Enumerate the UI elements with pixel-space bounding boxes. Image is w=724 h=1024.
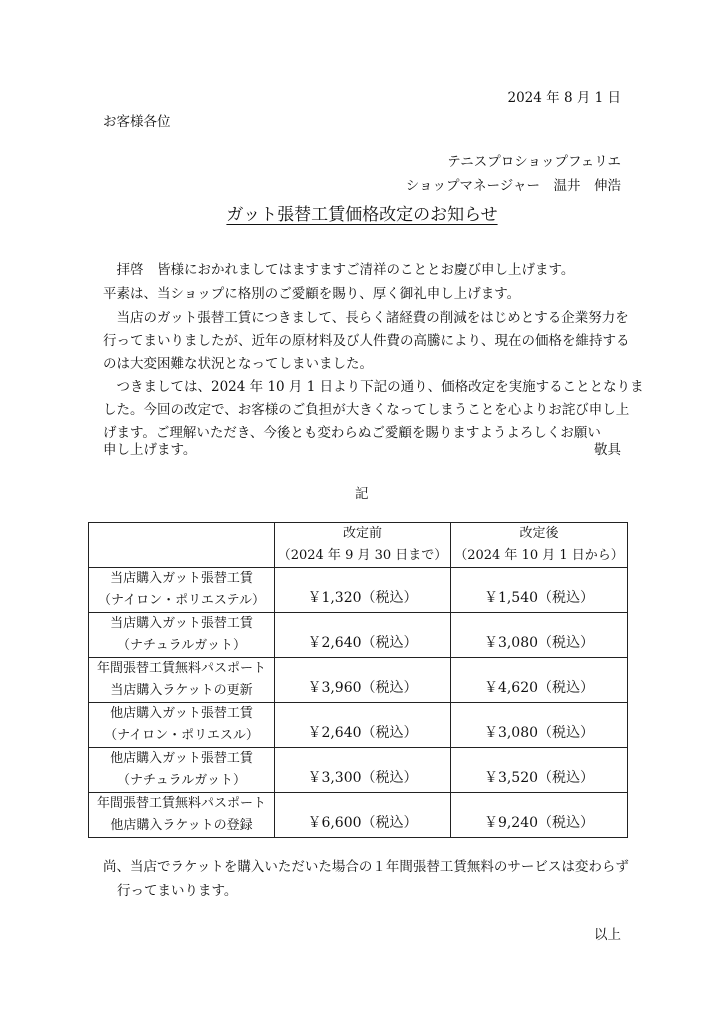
item-cell: 当店購入ガット張替工賃 （ナイロン・ポリエステル） xyxy=(89,568,275,613)
price-before-cell: ￥3,300（税込） xyxy=(275,748,451,793)
price-after-cell: ￥1,540（税込） xyxy=(451,568,628,613)
sender-person: ショップマネージャー 温井 伸浩 xyxy=(405,178,621,194)
item-cell: 当店購入ガット張替工賃 （ナチュラルガット） xyxy=(89,613,275,658)
title-text: ガット張替工賃価格改定のお知らせ xyxy=(226,205,498,225)
header-item-cell xyxy=(89,523,275,568)
body-line: 平素は、当ショップに格別のご愛顧を賜り、厚く御礼申し上げます。 xyxy=(103,286,521,302)
item-cell: 年間張替工賃無料パスポート 他店購入ラケットの登録 xyxy=(89,793,275,838)
item-cell: 他店購入ガット張替工賃 （ナイロン・ポリエスル） xyxy=(89,703,275,748)
table-row xyxy=(89,568,628,613)
price-before-cell: ￥2,640（税込） xyxy=(275,613,451,658)
price-table xyxy=(88,522,628,838)
sender-shop: テニスプロショップフェリエ xyxy=(447,154,621,170)
header-before-cell xyxy=(275,523,451,568)
price-after-cell: ￥3,080（税込） xyxy=(451,703,628,748)
item-cell: 年間張替工賃無料パスポート 当店購入ラケットの更新 xyxy=(89,658,275,703)
header-before-period: （2024 年 9 月 30 日まで） xyxy=(277,548,448,563)
price-after-cell: ￥3,080（税込） xyxy=(451,613,628,658)
price-after-cell: ￥9,240（税込） xyxy=(451,793,628,838)
body-line: 申し上げます。 xyxy=(103,442,197,458)
price-before-cell: ￥2,640（税込） xyxy=(275,703,451,748)
body-line: した。今回の改定で、お客様のご負担が大きくなってしまうことを心よりお詫び申し上 xyxy=(103,402,630,418)
ki-mark: 記 xyxy=(355,486,369,502)
table-row xyxy=(89,658,628,703)
price-before-cell: ￥3,960（税込） xyxy=(275,658,451,703)
body-line: 拝啓 皆様におかれましてはますますご清祥のこととお慶び申し上げます。 xyxy=(103,262,575,278)
document-title xyxy=(0,207,724,224)
header-after-period: （2024 年 10 月 1 日から） xyxy=(454,548,624,563)
price-before-cell: ￥1,320（税込） xyxy=(275,568,451,613)
table-row xyxy=(89,793,628,838)
body-line: つきましては、2024 年 10 月 1 日より下記の通り、価格改定を実施することとなりま xyxy=(103,379,644,395)
note-line-2: 行ってまいります。 xyxy=(117,883,238,899)
price-after-cell: ￥3,520（税込） xyxy=(451,748,628,793)
price-after-cell: ￥4,620（税込） xyxy=(451,658,628,703)
table-row xyxy=(89,748,628,793)
header-after-label: 改定後 xyxy=(519,526,559,541)
table-row xyxy=(89,703,628,748)
body-line: げます。ご理解いただき、今後とも変わらぬご愛顧を賜りますようよろしくお願い xyxy=(103,425,601,441)
body-line: 行ってまいりましたが、近年の原材料及び人件費の高騰により、現在の価格を維持する xyxy=(103,333,630,349)
table-row xyxy=(89,613,628,658)
body-line: 当店のガット張替工賃につきまして、長らく諸経費の削減をはじめとする企業努力を xyxy=(103,310,629,326)
end-ijou: 以上 xyxy=(594,927,621,943)
closing-keigu: 敬具 xyxy=(594,442,621,458)
body-line: のは大変困難な状況となってしまいました。 xyxy=(103,356,373,372)
document-date: 2024 年 8 月 1 日 xyxy=(507,90,621,106)
table-header-row xyxy=(89,523,628,568)
header-before-label: 改定前 xyxy=(342,526,382,541)
header-after-cell xyxy=(451,523,628,568)
recipient: お客様各位 xyxy=(103,114,171,130)
price-before-cell: ￥6,600（税込） xyxy=(275,793,451,838)
note-line-1: 尚、当店でラケットを購入いただいた場合の１年間張替工賃無料のサービスは変わらず xyxy=(103,859,629,875)
item-cell: 他店購入ガット張替工賃 （ナチュラルガット） xyxy=(89,748,275,793)
